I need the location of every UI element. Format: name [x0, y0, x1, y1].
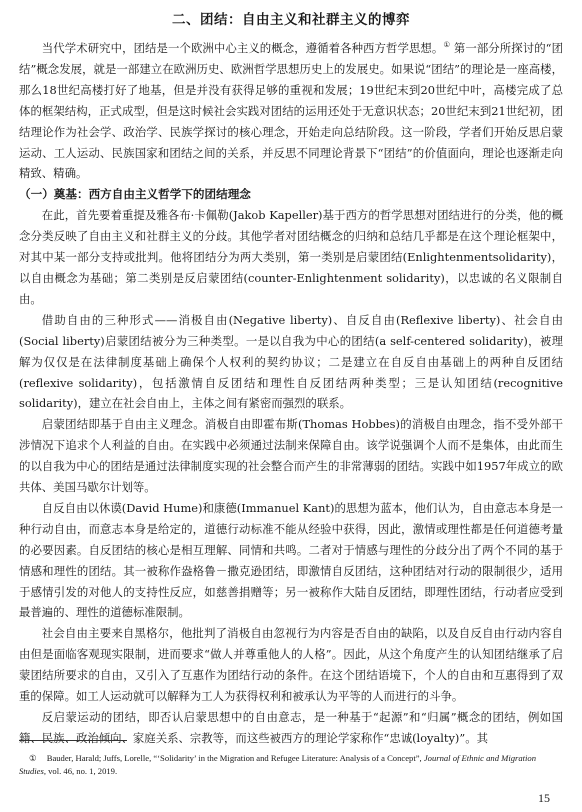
paragraph-social-liberty: 社会自由主要来自黑格尔，他批判了消极自由忽视行为内容是否自由的缺陷，以及自反自由行动内容自由但是面临客观现实限制，进而要求“做人并尊重他人的人格”。因此，从这个角度产生的认知团结继承了启蒙团结所要求的自由，又引入了互惠作为团结行动的条件。在这个团结语境下，个人的自由和互惠得到了双重的保障。如工人运动就可以解释为工人为获得权利和被承认为平等的人而进行的斗争。: [19, 626, 563, 704]
body-text: [19, 38, 563, 749]
paragraph-negative-liberty: 启蒙团结即基于自由主义理念。消极自由即霍布斯(Thomas Hobbes)的消极自由理念，指不受外部干涉情况下追求个人利益的自由。在实践中必须通过法制来保障自由。该学说强调个人而不是集体，由此而生的以自我为中心的团结是通过法律制度实现的社会整合而产生的非常薄弱的团结。实践中如1957年成立的欧共体、美国马歇尔计划等。: [19, 417, 563, 495]
footnote-marker: ①: [29, 753, 37, 763]
intro-paragraph: [19, 38, 563, 184]
footnote-journal: Journal of Ethnic and Migration Studies: [19, 753, 537, 776]
intro-text-continued: 第一部分所探讨的“团结”概念发展，就是一部建立在欧洲历史、欧洲哲学思想历史上的发展史。如果说“团结”的理论是一座高楼，那么18世纪高楼打好了地基，但是并没有获得足够的重视和发展；19世纪末到20世纪中叶，高楼完成了总体的框架结构，正式成型，但是这时候社会实践对团结的运用还处于无意识状态；20世纪末到21世纪初，团结理论作为社会学、政治学、民族学探讨的核心理念，开始走向总结阶段。这一阶段，学者们开始反思启蒙运动、工人运动、民族国家和团结之间的关系，并反思不同理论背景下“团结”的价值面向，理论也逐渐走向精致、精确。: [19, 41, 563, 181]
intro-text: 当代学术研究中，团结是一个欧洲中心主义的概念，遵循着各种西方哲学思想。: [41, 41, 444, 55]
footnote-authors: Bauder, Harald; Juffs, Lorelle, “‘Solidarity’ in the Migration and Refugee Literature: Analysis of a Concept”,: [46, 753, 424, 763]
paragraph-three-liberties: 借助自由的三种形式——消极自由(Negative liberty)、自反自由(Reflexive liberty)、社会自由(Social liberty)启蒙团结被分为三种类型。一是以自我为中心的团结(a self-centered solidarity)，被理解为仅仅是在法律制度基础上确保个人权利的契约协议；二是建立在自反自由基础上的两种自反团结(reflexive solidarity)，包括激情自反团结和理性自反团结两种类型；三是认知团结(recognitive solidarity)，建立在社会自由上，主体之间有紧密而强烈的联系。: [19, 312, 563, 411]
footnote-tail: , vol. 46, no. 1, 2019.: [43, 766, 118, 776]
section-title: 二、团结：自由主义和社群主义的博弈: [172, 12, 410, 28]
subsection-title: （一）奠基：西方自由主义哲学下的团结理念: [19, 187, 251, 202]
paragraph-reflexive-liberty: 自反自由以休谟(David Hume)和康德(Immanuel Kant)的思想为蓝本，他们认为，自由意志本身是一种行动自由，而意志本身是给定的，道德行动标准不能从经验中获得，因此，激情或理性都是任何道德考量的必要因素。自反团结的核心是相互理解、同情和共鸣。二者对于情感与理性的分歧分出了两个不同的基于情感和理性的团结。其一被称作盎格鲁－撒克逊团结，即激情自反团结，这种团结对行动的限制很少，适用于感情引发的对他人的支持性反应，如慈善捐赠等；另一被称作大陆自反团结，即理性团结，行动者应受到最普遍的、理性的道德标准限制。: [19, 500, 563, 620]
footnote: [19, 752, 563, 778]
paragraph-counter-enlightenment: 反启蒙运动的团结，即否认启蒙思想中的自由意志，是一种基于“起源”和“归属”概念的团结，例如国籍、民族、政治倾向、家庭关系、宗教等，而这些被西方的理论学家称作“忠诚(loyalty)”。其: [19, 710, 563, 745]
page-number: 15: [538, 791, 550, 805]
footnote-reference[interactable]: ①: [443, 40, 451, 50]
paragraph-kapeller: 在此，首先要着重提及雅各布·卡佩勒(Jakob Kapeller)基于西方的哲学思想对团结进行的分类，他的概念分类反映了自由主义和社群主义的分歧。其他学者对团结概念的归纳和总结几乎都是在这个理论框架中，对其中某一部分支持或批判。他将团结分为两大类别，第一类别是启蒙团结(Enlightenmentsolidarity)，以自由概念为基础；第二类别是反启蒙团结(counter-Enlightenment solidarity)，以忠诚的名义限制自由。: [19, 208, 563, 306]
footnote-divider: [19, 740, 127, 741]
